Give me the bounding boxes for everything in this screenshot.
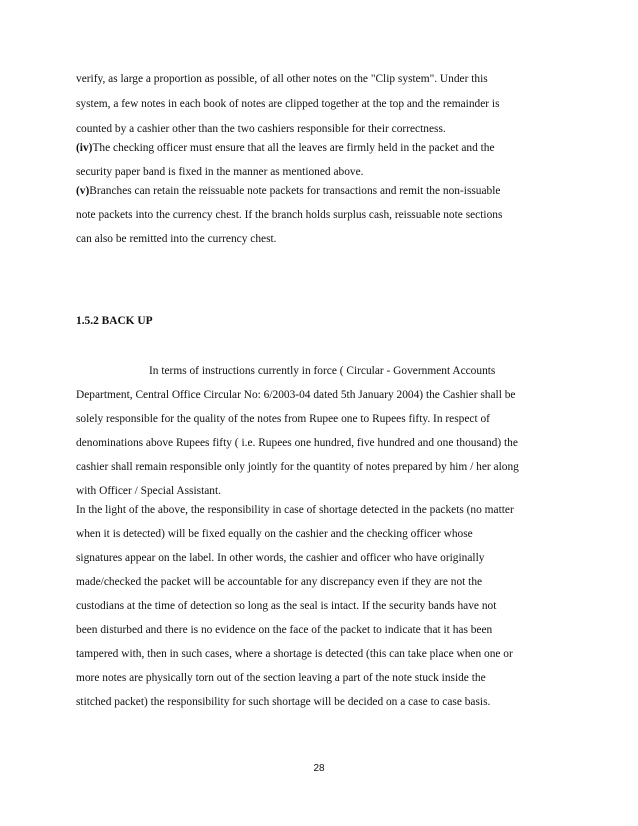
body-text-line: Department, Central Office Circular No: 6/2003-04 dated 5th January 2004) the Cashier shall be — [76, 389, 516, 401]
body-text-line: can also be remitted into the currency chest. — [76, 233, 277, 245]
body-text-line: when it is detected) will be fixed equally on the cashier and the checking officer whose — [76, 528, 473, 540]
list-item-iv-text: The checking officer must ensure that all the leaves are firmly held in the packet and the — [92, 142, 495, 154]
body-text-line: security paper band is fixed in the manner as mentioned above. — [76, 166, 364, 178]
list-item-v-line — [76, 184, 500, 198]
body-text-line: system, a few notes in each book of notes are clipped together at the top and the remainder is — [76, 98, 500, 110]
body-text-line: tampered with, then in such cases, where a shortage is detected (this can take place when one or — [76, 648, 513, 660]
body-text-line: In the light of the above, the responsibility in case of shortage detected in the packets (no matter — [76, 504, 514, 516]
body-text-line: cashier shall remain responsible only jointly for the quantity of notes prepared by him / her along — [76, 461, 519, 473]
body-text-line: made/checked the packet will be accountable for any discrepancy even if they are not the — [76, 576, 483, 588]
list-item-v-text: Branches can retain the reissuable note packets for transactions and remit the non-issuable — [89, 185, 501, 197]
list-item-iv-line — [76, 141, 495, 155]
body-text-line: denominations above Rupees fifty ( i.e. Rupees one hundred, five hundred and one thousand) the — [76, 437, 518, 449]
body-text-line: been disturbed and there is no evidence on the face of the packet to indicate that it has been — [76, 624, 493, 636]
body-text-line: verify, as large a proportion as possible, of all other notes on the "Clip system". Under this — [76, 73, 488, 85]
body-text-line: note packets into the currency chest. If the branch holds surplus cash, reissuable note sections — [76, 209, 503, 221]
body-text-line: In terms of instructions currently in force ( Circular - Government Accounts — [149, 365, 496, 377]
body-text-line: stitched packet) the responsibility for such shortage will be decided on a case to case basis. — [76, 696, 491, 708]
body-text-line: custodians at the time of detection so long as the seal is intact. If the security bands have not — [76, 600, 497, 612]
list-marker-v: (v) — [76, 185, 90, 197]
body-text-line: with Officer / Special Assistant. — [76, 485, 221, 497]
page-number: 28 — [313, 763, 325, 774]
body-text-line: signatures appear on the label. In other words, the cashier and officer who have originally — [76, 552, 485, 564]
body-text-line: more notes are physically torn out of the section leaving a part of the note stuck inside the — [76, 672, 486, 684]
body-text-line: counted by a cashier other than the two cashiers responsible for their correctness. — [76, 123, 446, 135]
list-marker-iv: (iv) — [76, 142, 93, 154]
section-heading: 1.5.2 BACK UP — [76, 315, 153, 327]
body-text-line: solely responsible for the quality of the notes from Rupee one to Rupees fifty. In respect of — [76, 413, 490, 425]
